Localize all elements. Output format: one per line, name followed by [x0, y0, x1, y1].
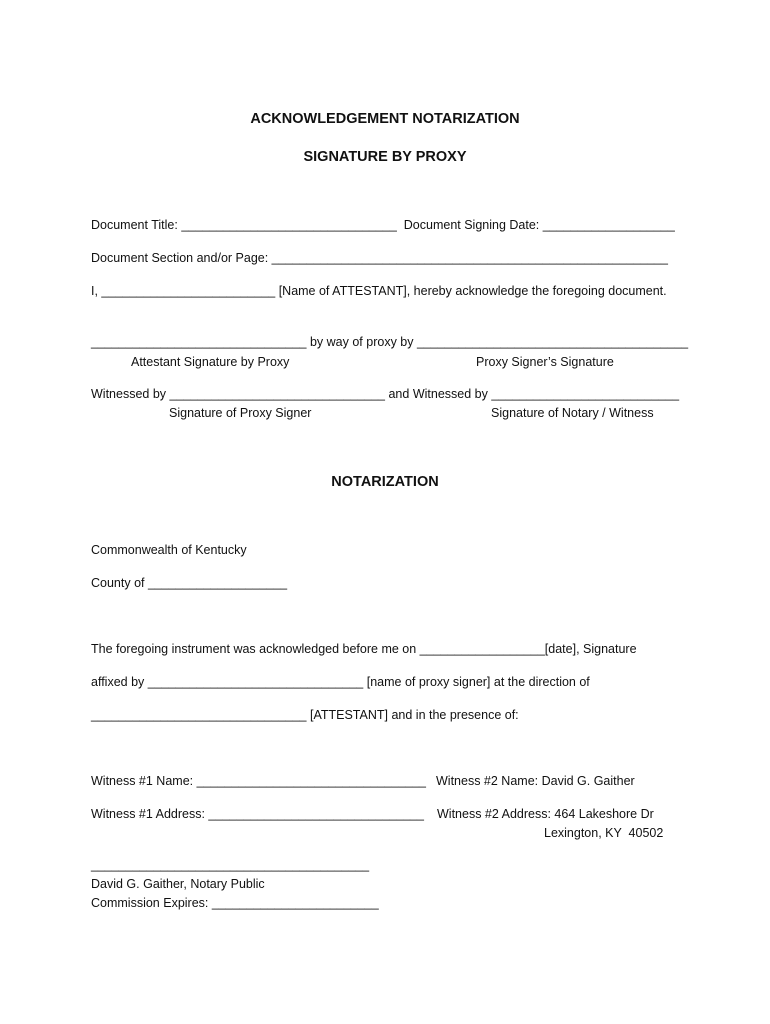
notary-witness-signature-caption: Signature of Notary / Witness — [491, 406, 654, 420]
witness2-address-line: Witness #2 Address: 464 Lakeshore Dr — [437, 807, 654, 821]
proxy-signer-signature-caption: Signature of Proxy Signer — [169, 406, 312, 420]
notary-signature-line: ________________________________________ — [91, 858, 370, 872]
proxy-signer-caption: Proxy Signer’s Signature — [476, 355, 614, 369]
attestant-signature-caption: Attestant Signature by Proxy — [131, 355, 290, 369]
witness2-name-line: Witness #2 Name: David G. Gaither — [436, 774, 635, 788]
commission-expires-line: Commission Expires: ________________________ — [91, 896, 379, 910]
instrument-paragraph-line-1: The foregoing instrument was acknowledged before me on __________________[date], Signature — [91, 642, 637, 656]
proxy-signature-line: _______________________________ by way of proxy by _______________________________________ — [91, 335, 689, 349]
instrument-paragraph-line-3: _______________________________ [ATTESTANT] and in the presence of: — [91, 708, 519, 722]
commonwealth-line: Commonwealth of Kentucky — [91, 543, 247, 557]
instrument-paragraph-line-2: affixed by _______________________________ [name of proxy signer] at the direction of — [91, 675, 590, 689]
document-section-line: Document Section and/or Page: _________________________________________________________ — [91, 251, 668, 265]
county-line: County of ____________________ — [91, 576, 288, 590]
notary-name: David G. Gaither, Notary Public — [91, 877, 265, 891]
document-subtitle: SIGNATURE BY PROXY — [303, 149, 467, 165]
attestant-acknowledge-line: I, _________________________ [Name of ATTESTANT], hereby acknowledge the foregoing document. — [91, 284, 667, 298]
witness1-name-line: Witness #1 Name: _________________________________ — [91, 774, 427, 788]
witnessed-by-line: Witnessed by _______________________________ and Witnessed by ___________________________ — [91, 387, 680, 401]
notarization-heading: NOTARIZATION — [331, 474, 439, 490]
document-title: ACKNOWLEDGEMENT NOTARIZATION — [250, 111, 520, 127]
document-title-line: Document Title: _______________________________ Document Signing Date: ___________________ — [91, 218, 675, 232]
witness1-address-line: Witness #1 Address: _______________________________ — [91, 807, 424, 821]
witness2-city-line: Lexington, KY 40502 — [544, 826, 664, 840]
